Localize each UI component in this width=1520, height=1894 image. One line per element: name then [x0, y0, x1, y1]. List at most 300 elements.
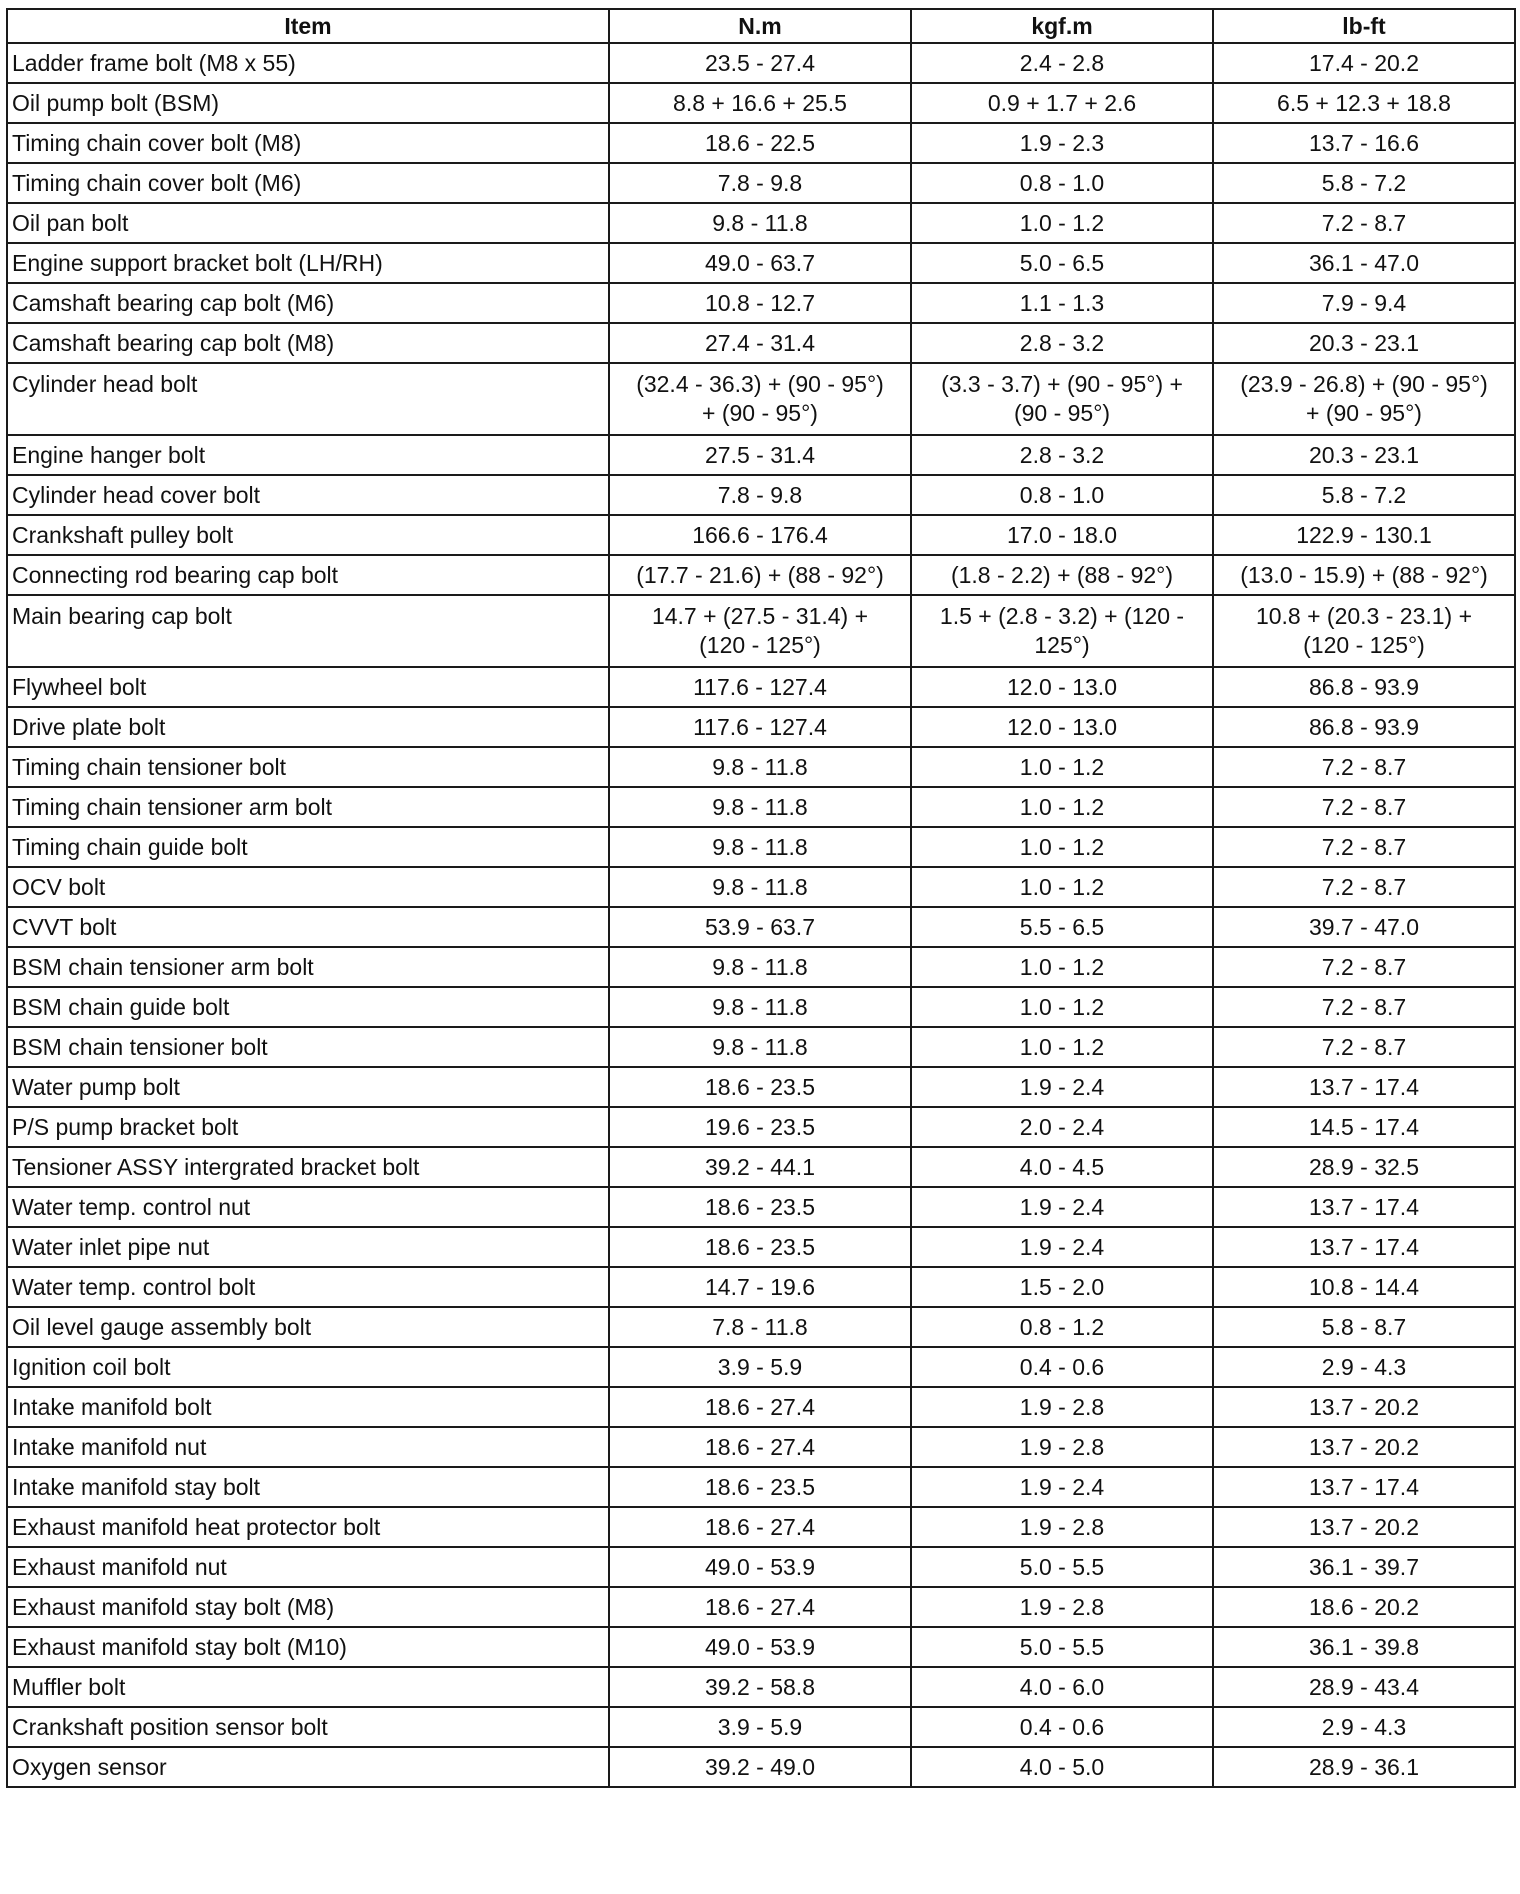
table-row: [7, 827, 1515, 867]
item-cell: Ignition coil bolt: [7, 1347, 609, 1387]
kgfm-cell-line: 1.0 - 1.2: [1019, 793, 1105, 820]
lbft-cell-line: 36.1 - 47.0: [1309, 249, 1419, 276]
nm-cell-line: 9.8 - 11.8: [712, 833, 808, 860]
item-cell: Water temp. control bolt: [7, 1267, 609, 1307]
kgfm-cell-line: 2.8 - 3.2: [1019, 329, 1105, 356]
kgfm-cell: [911, 1427, 1213, 1467]
item-cell: Timing chain tensioner bolt: [7, 747, 609, 787]
lbft-cell: [1213, 827, 1515, 867]
item-cell: Crankshaft pulley bolt: [7, 515, 609, 555]
table-row: [7, 1067, 1515, 1107]
lbft-cell: [1213, 1387, 1515, 1427]
torque-spec-table: [6, 8, 1516, 1788]
table-row: [7, 947, 1515, 987]
item-cell: P/S pump bracket bolt: [7, 1107, 609, 1147]
kgfm-cell: [911, 707, 1213, 747]
kgfm-cell: [911, 595, 1213, 667]
item-cell: Exhaust manifold nut: [7, 1547, 609, 1587]
nm-cell: [609, 1187, 911, 1227]
kgfm-cell: [911, 1067, 1213, 1107]
item-cell: Intake manifold stay bolt: [7, 1467, 609, 1507]
nm-cell-line: 39.2 - 49.0: [705, 1753, 815, 1780]
lbft-cell-line: 2.9 - 4.3: [1321, 1713, 1407, 1740]
lbft-cell-line: 5.8 - 7.2: [1321, 481, 1407, 508]
lbft-cell: [1213, 515, 1515, 555]
nm-cell-line: 49.0 - 53.9: [705, 1633, 815, 1660]
lbft-cell-line: 14.5 - 17.4: [1309, 1113, 1419, 1140]
nm-cell-line: 9.8 - 11.8: [712, 953, 808, 980]
nm-cell-line: 18.6 - 27.4: [705, 1513, 815, 1540]
nm-cell: [609, 827, 911, 867]
kgfm-cell-line: 5.0 - 6.5: [1019, 249, 1105, 276]
nm-cell-line: 49.0 - 53.9: [705, 1553, 815, 1580]
table-row: [7, 1547, 1515, 1587]
nm-cell-line: 14.7 - 19.6: [705, 1273, 815, 1300]
nm-cell: [609, 1587, 911, 1627]
column-header-kgfm: kgf.m: [911, 9, 1213, 43]
kgfm-cell: [911, 123, 1213, 163]
lbft-cell-line: 2.9 - 4.3: [1321, 1353, 1407, 1380]
lbft-cell: [1213, 1427, 1515, 1467]
lbft-cell: [1213, 363, 1515, 435]
kgfm-cell-line: 1.9 - 2.8: [1019, 1513, 1105, 1540]
column-header-item: Item: [7, 9, 609, 43]
column-header-lbft: lb-ft: [1213, 9, 1515, 43]
lbft-cell: [1213, 323, 1515, 363]
table-row: [7, 1147, 1515, 1187]
nm-cell: [609, 787, 911, 827]
table-row: [7, 243, 1515, 283]
item-cell: Cylinder head bolt: [7, 363, 609, 435]
nm-cell: [609, 163, 911, 203]
kgfm-cell-line: 1.0 - 1.2: [1019, 833, 1105, 860]
nm-cell-line: 7.8 - 9.8: [717, 481, 803, 508]
kgfm-cell-line: 0.4 - 0.6: [1019, 1713, 1105, 1740]
lbft-cell-line: (120 - 125°): [1303, 632, 1425, 658]
lbft-cell: [1213, 667, 1515, 707]
nm-cell-line: 9.8 - 11.8: [712, 993, 808, 1020]
nm-cell: [609, 1267, 911, 1307]
item-cell: Water inlet pipe nut: [7, 1227, 609, 1267]
table-row: [7, 1227, 1515, 1267]
kgfm-cell-line: 5.5 - 6.5: [1019, 913, 1105, 940]
table-row: [7, 435, 1515, 475]
table-row: [7, 907, 1515, 947]
nm-cell: [609, 475, 911, 515]
kgfm-cell: [911, 747, 1213, 787]
lbft-cell-line: 28.9 - 36.1: [1309, 1753, 1419, 1780]
nm-cell: [609, 987, 911, 1027]
nm-cell-line: 9.8 - 11.8: [712, 1033, 808, 1060]
kgfm-cell-line: 4.0 - 4.5: [1019, 1153, 1105, 1180]
lbft-cell-line: 7.9 - 9.4: [1321, 289, 1407, 316]
nm-cell: [609, 283, 911, 323]
kgfm-cell: [911, 1227, 1213, 1267]
lbft-cell-line: 5.8 - 8.7: [1321, 1313, 1407, 1340]
kgfm-cell-line: (1.8 - 2.2) + (88 - 92°): [950, 561, 1174, 588]
lbft-cell-line: 7.2 - 8.7: [1321, 953, 1407, 980]
kgfm-cell: [911, 1307, 1213, 1347]
nm-cell-line: 39.2 - 44.1: [705, 1153, 815, 1180]
lbft-cell-line: 13.7 - 17.4: [1309, 1193, 1419, 1220]
nm-cell: [609, 1627, 911, 1667]
nm-cell-line: 117.6 - 127.4: [693, 713, 827, 740]
lbft-cell: [1213, 83, 1515, 123]
lbft-cell-line: 122.9 - 130.1: [1296, 521, 1432, 548]
kgfm-cell: [911, 475, 1213, 515]
kgfm-cell: [911, 1507, 1213, 1547]
nm-cell: [609, 667, 911, 707]
kgfm-cell: [911, 1587, 1213, 1627]
kgfm-cell-line: 0.9 + 1.7 + 2.6: [987, 89, 1137, 116]
lbft-cell: [1213, 203, 1515, 243]
table-row: [7, 1747, 1515, 1787]
lbft-cell: [1213, 475, 1515, 515]
kgfm-cell-line: 17.0 - 18.0: [1007, 521, 1117, 548]
kgfm-cell: [911, 1107, 1213, 1147]
item-cell: Flywheel bolt: [7, 667, 609, 707]
nm-cell-line: 18.6 - 23.5: [705, 1193, 815, 1220]
lbft-cell-line: 28.9 - 32.5: [1309, 1153, 1419, 1180]
kgfm-cell: [911, 1027, 1213, 1067]
kgfm-cell: [911, 323, 1213, 363]
table-row: [7, 1347, 1515, 1387]
nm-cell-line: 3.9 - 5.9: [717, 1353, 803, 1380]
lbft-cell: [1213, 243, 1515, 283]
kgfm-cell: [911, 1187, 1213, 1227]
kgfm-cell-line: 4.0 - 6.0: [1019, 1673, 1105, 1700]
nm-cell-line: 9.8 - 11.8: [712, 753, 808, 780]
table-row: [7, 987, 1515, 1027]
lbft-cell: [1213, 867, 1515, 907]
table-row: [7, 1707, 1515, 1747]
kgfm-cell: [911, 1147, 1213, 1187]
lbft-cell: [1213, 1667, 1515, 1707]
nm-cell-line: + (90 - 95°): [702, 400, 818, 426]
lbft-cell-line: 86.8 - 93.9: [1309, 713, 1419, 740]
nm-cell: [609, 1227, 911, 1267]
item-cell: Oil pump bolt (BSM): [7, 83, 609, 123]
nm-cell: [609, 1067, 911, 1107]
lbft-cell-line: (13.0 - 15.9) + (88 - 92°): [1240, 561, 1488, 588]
nm-cell-line: 18.6 - 27.4: [705, 1393, 815, 1420]
nm-cell-line: 39.2 - 58.8: [705, 1673, 815, 1700]
kgfm-cell-line: 1.0 - 1.2: [1019, 873, 1105, 900]
nm-cell: [609, 515, 911, 555]
lbft-cell: [1213, 555, 1515, 595]
lbft-cell: [1213, 1027, 1515, 1067]
nm-cell: [609, 435, 911, 475]
kgfm-cell: [911, 827, 1213, 867]
nm-cell: [609, 363, 911, 435]
nm-cell: [609, 1467, 911, 1507]
kgfm-cell-line: 12.0 - 13.0: [1007, 673, 1117, 700]
nm-cell: [609, 747, 911, 787]
lbft-cell: [1213, 1627, 1515, 1667]
nm-cell: [609, 595, 911, 667]
item-cell: BSM chain tensioner bolt: [7, 1027, 609, 1067]
table-body: [7, 43, 1515, 1787]
kgfm-cell: [911, 435, 1213, 475]
lbft-cell: [1213, 707, 1515, 747]
table-row: [7, 555, 1515, 595]
lbft-cell: [1213, 987, 1515, 1027]
kgfm-cell: [911, 203, 1213, 243]
kgfm-cell: [911, 907, 1213, 947]
table-row: [7, 203, 1515, 243]
nm-cell: [609, 1547, 911, 1587]
item-cell: Tensioner ASSY intergrated bracket bolt: [7, 1147, 609, 1187]
kgfm-cell-line: 2.0 - 2.4: [1019, 1113, 1105, 1140]
table-row: [7, 1587, 1515, 1627]
kgfm-cell: [911, 1267, 1213, 1307]
table-row: [7, 323, 1515, 363]
lbft-cell: [1213, 1187, 1515, 1227]
nm-cell-line: 9.8 - 11.8: [712, 873, 808, 900]
kgfm-cell: [911, 947, 1213, 987]
table-row: [7, 1667, 1515, 1707]
item-cell: Engine hanger bolt: [7, 435, 609, 475]
nm-cell: [609, 1027, 911, 1067]
lbft-cell-line: (23.9 - 26.8) + (90 - 95°): [1240, 371, 1488, 397]
kgfm-cell-line: 0.4 - 0.6: [1019, 1353, 1105, 1380]
lbft-cell-line: 7.2 - 8.7: [1321, 209, 1407, 236]
table-row: [7, 747, 1515, 787]
item-cell: Muffler bolt: [7, 1667, 609, 1707]
nm-cell-line: 18.6 - 23.5: [705, 1473, 815, 1500]
kgfm-cell-line: 1.9 - 2.8: [1019, 1393, 1105, 1420]
item-cell: OCV bolt: [7, 867, 609, 907]
kgfm-cell: [911, 1467, 1213, 1507]
item-cell: Oxygen sensor: [7, 1747, 609, 1787]
lbft-cell-line: 13.7 - 20.2: [1309, 1433, 1419, 1460]
kgfm-cell-line: 5.0 - 5.5: [1019, 1553, 1105, 1580]
item-cell: Engine support bracket bolt (LH/RH): [7, 243, 609, 283]
lbft-cell-line: 86.8 - 93.9: [1309, 673, 1419, 700]
table-row: [7, 1427, 1515, 1467]
kgfm-cell-line: 1.5 - 2.0: [1019, 1273, 1105, 1300]
kgfm-cell: [911, 163, 1213, 203]
table-row: [7, 83, 1515, 123]
lbft-cell: [1213, 1067, 1515, 1107]
lbft-cell-line: 13.7 - 17.4: [1309, 1233, 1419, 1260]
lbft-cell-line: 20.3 - 23.1: [1309, 329, 1419, 356]
lbft-cell: [1213, 747, 1515, 787]
lbft-cell-line: 7.2 - 8.7: [1321, 793, 1407, 820]
kgfm-cell: [911, 555, 1213, 595]
nm-cell-line: 49.0 - 63.7: [705, 249, 815, 276]
item-cell: Timing chain tensioner arm bolt: [7, 787, 609, 827]
table-row: [7, 867, 1515, 907]
nm-cell: [609, 1707, 911, 1747]
nm-cell: [609, 1347, 911, 1387]
column-header-nm: N.m: [609, 9, 911, 43]
item-cell: Drive plate bolt: [7, 707, 609, 747]
table-row: [7, 787, 1515, 827]
nm-cell: [609, 555, 911, 595]
table-row: [7, 283, 1515, 323]
item-cell: BSM chain guide bolt: [7, 987, 609, 1027]
nm-cell-line: 27.5 - 31.4: [705, 441, 815, 468]
lbft-cell: [1213, 1347, 1515, 1387]
lbft-cell-line: 18.6 - 20.2: [1309, 1593, 1419, 1620]
kgfm-cell: [911, 1627, 1213, 1667]
nm-cell-line: 7.8 - 11.8: [712, 1313, 808, 1340]
table-row: [7, 595, 1515, 667]
nm-cell-line: 117.6 - 127.4: [693, 673, 827, 700]
nm-cell: [609, 947, 911, 987]
kgfm-cell: [911, 787, 1213, 827]
table-row: [7, 163, 1515, 203]
item-cell: Ladder frame bolt (M8 x 55): [7, 43, 609, 83]
lbft-cell: [1213, 1707, 1515, 1747]
nm-cell-line: 166.6 - 176.4: [692, 521, 828, 548]
lbft-cell: [1213, 1547, 1515, 1587]
kgfm-cell: [911, 667, 1213, 707]
kgfm-cell: [911, 283, 1213, 323]
kgfm-cell: [911, 1667, 1213, 1707]
kgfm-cell-line: (90 - 95°): [1013, 400, 1111, 426]
item-cell: CVVT bolt: [7, 907, 609, 947]
item-cell: Intake manifold bolt: [7, 1387, 609, 1427]
kgfm-cell-line: 5.0 - 5.5: [1019, 1633, 1105, 1660]
table-row: [7, 667, 1515, 707]
nm-cell: [609, 43, 911, 83]
kgfm-cell: [911, 43, 1213, 83]
table-row: [7, 515, 1515, 555]
kgfm-cell-line: 2.8 - 3.2: [1019, 441, 1105, 468]
table-row: [7, 363, 1515, 435]
lbft-cell-line: 7.2 - 8.7: [1321, 1033, 1407, 1060]
lbft-cell: [1213, 947, 1515, 987]
kgfm-cell-line: 4.0 - 5.0: [1019, 1753, 1105, 1780]
kgfm-cell-line: 1.9 - 2.8: [1019, 1433, 1105, 1460]
nm-cell: [609, 707, 911, 747]
item-cell: Cylinder head cover bolt: [7, 475, 609, 515]
nm-cell-line: 10.8 - 12.7: [705, 289, 815, 316]
item-cell: BSM chain tensioner arm bolt: [7, 947, 609, 987]
kgfm-cell: [911, 515, 1213, 555]
kgfm-cell-line: 12.0 - 13.0: [1007, 713, 1117, 740]
lbft-cell-line: 36.1 - 39.7: [1309, 1553, 1419, 1580]
nm-cell: [609, 1307, 911, 1347]
nm-cell-line: 18.6 - 27.4: [705, 1433, 815, 1460]
table-row: [7, 1027, 1515, 1067]
kgfm-cell-line: 0.8 - 1.0: [1019, 169, 1105, 196]
lbft-cell-line: 5.8 - 7.2: [1321, 169, 1407, 196]
nm-cell: [609, 867, 911, 907]
nm-cell-line: 18.6 - 23.5: [705, 1233, 815, 1260]
lbft-cell: [1213, 1227, 1515, 1267]
lbft-cell: [1213, 1307, 1515, 1347]
item-cell: Crankshaft position sensor bolt: [7, 1707, 609, 1747]
nm-cell: [609, 907, 911, 947]
kgfm-cell: [911, 1547, 1213, 1587]
nm-cell-line: 9.8 - 11.8: [712, 209, 808, 236]
kgfm-cell-line: 1.0 - 1.2: [1019, 993, 1105, 1020]
item-cell: Main bearing cap bolt: [7, 595, 609, 667]
lbft-cell: [1213, 1467, 1515, 1507]
item-cell: Water pump bolt: [7, 1067, 609, 1107]
table-row: [7, 1307, 1515, 1347]
item-cell: Oil level gauge assembly bolt: [7, 1307, 609, 1347]
nm-cell-line: 53.9 - 63.7: [705, 913, 815, 940]
kgfm-cell: [911, 1387, 1213, 1427]
lbft-cell-line: 7.2 - 8.7: [1321, 833, 1407, 860]
table-row: [7, 1267, 1515, 1307]
item-cell: Camshaft bearing cap bolt (M6): [7, 283, 609, 323]
kgfm-cell-line: 1.0 - 1.2: [1019, 209, 1105, 236]
nm-cell-line: 8.8 + 16.6 + 25.5: [673, 89, 847, 116]
nm-cell-line: 19.6 - 23.5: [705, 1113, 815, 1140]
nm-cell-line: (32.4 - 36.3) + (90 - 95°): [636, 371, 884, 397]
nm-cell-line: (120 - 125°): [699, 632, 821, 658]
table-row: [7, 1107, 1515, 1147]
nm-cell: [609, 1747, 911, 1787]
table-row: [7, 1387, 1515, 1427]
kgfm-cell: [911, 1347, 1213, 1387]
lbft-cell: [1213, 1587, 1515, 1627]
nm-cell-line: 23.5 - 27.4: [705, 49, 815, 76]
lbft-cell-line: + (90 - 95°): [1306, 400, 1422, 426]
lbft-cell-line: 13.7 - 20.2: [1309, 1513, 1419, 1540]
kgfm-cell: [911, 987, 1213, 1027]
table-row: [7, 1507, 1515, 1547]
item-cell: Exhaust manifold stay bolt (M8): [7, 1587, 609, 1627]
item-cell: Timing chain cover bolt (M8): [7, 123, 609, 163]
kgfm-cell-line: 0.8 - 1.2: [1019, 1313, 1105, 1340]
item-cell: Exhaust manifold stay bolt (M10): [7, 1627, 609, 1667]
lbft-cell-line: 28.9 - 43.4: [1309, 1673, 1419, 1700]
lbft-cell-line: 13.7 - 16.6: [1309, 129, 1419, 156]
lbft-cell: [1213, 907, 1515, 947]
nm-cell: [609, 323, 911, 363]
lbft-cell-line: 10.8 - 14.4: [1309, 1273, 1419, 1300]
lbft-cell-line: 13.7 - 20.2: [1309, 1393, 1419, 1420]
nm-cell-line: 9.8 - 11.8: [712, 793, 808, 820]
table-row: [7, 1187, 1515, 1227]
nm-cell: [609, 123, 911, 163]
nm-cell: [609, 1387, 911, 1427]
table-row: [7, 707, 1515, 747]
kgfm-cell-line: 1.0 - 1.2: [1019, 753, 1105, 780]
kgfm-cell-line: 1.5 + (2.8 - 3.2) + (120 -: [939, 603, 1185, 629]
table-row: [7, 43, 1515, 83]
lbft-cell-line: 7.2 - 8.7: [1321, 753, 1407, 780]
item-cell: Exhaust manifold heat protector bolt: [7, 1507, 609, 1547]
lbft-cell: [1213, 787, 1515, 827]
lbft-cell-line: 13.7 - 17.4: [1309, 1473, 1419, 1500]
nm-cell-line: 3.9 - 5.9: [717, 1713, 803, 1740]
lbft-cell: [1213, 283, 1515, 323]
lbft-cell-line: 39.7 - 47.0: [1309, 913, 1419, 940]
nm-cell-line: 18.6 - 22.5: [705, 129, 815, 156]
nm-cell: [609, 83, 911, 123]
lbft-cell: [1213, 1147, 1515, 1187]
kgfm-cell-line: 2.4 - 2.8: [1019, 49, 1105, 76]
lbft-cell-line: 36.1 - 39.8: [1309, 1633, 1419, 1660]
nm-cell: [609, 1147, 911, 1187]
kgfm-cell-line: 1.0 - 1.2: [1019, 1033, 1105, 1060]
kgfm-cell-line: 1.9 - 2.4: [1019, 1073, 1105, 1100]
lbft-cell-line: 6.5 + 12.3 + 18.8: [1277, 89, 1451, 116]
lbft-cell-line: 7.2 - 8.7: [1321, 873, 1407, 900]
table-row: [7, 1467, 1515, 1507]
nm-cell-line: (17.7 - 21.6) + (88 - 92°): [636, 561, 884, 588]
kgfm-cell: [911, 243, 1213, 283]
kgfm-cell-line: 1.0 - 1.2: [1019, 953, 1105, 980]
lbft-cell: [1213, 1107, 1515, 1147]
